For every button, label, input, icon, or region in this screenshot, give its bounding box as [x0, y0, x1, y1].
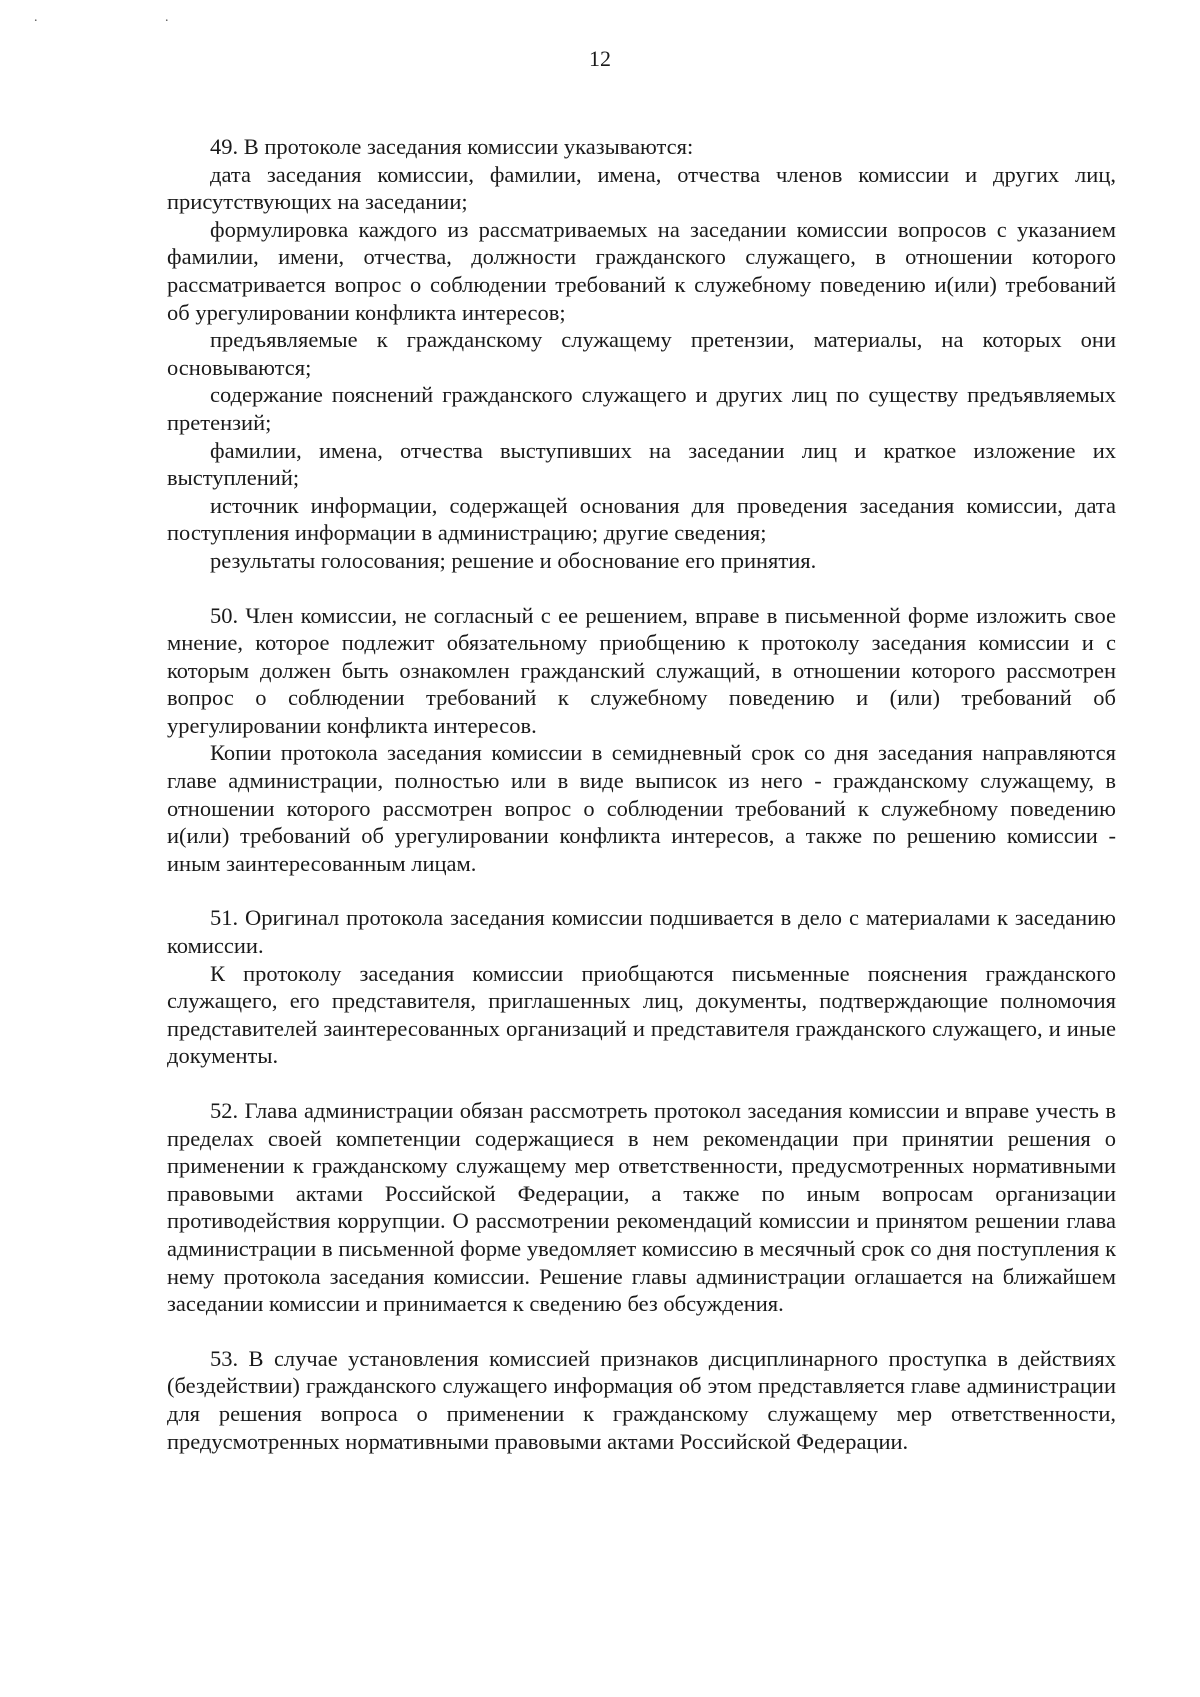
paragraph: 50. Член комиссии, не согласный с ее решением, вправе в письменной форме изложить свое мнение, которое подлежит обязательному приобщению к протоколу заседания комиссии и с которым должен быть ознакомлен гражданский служащий, в отношении которого рассмотрен вопрос о соблюдении требований к служебному поведению и (или) требований об урегулировании конфликта интересов. — [167, 602, 1116, 738]
paragraph: фамилии, имена, отчества выступивших на заседании лиц и краткое изложение их выступлений; — [167, 437, 1116, 491]
paragraph: содержание пояснений гражданского служащего и других лиц по существу предъявляемых претензий; — [167, 382, 1116, 435]
paragraph: 51. Оригинал протокола заседания комиссии подшивается в дело с материалами к заседанию комиссии. — [167, 905, 1116, 959]
section-49 — [167, 133, 1116, 575]
scan-marks: . . — [34, 10, 231, 25]
paragraph: 52. Глава администрации обязан рассмотреть протокол заседания комиссии и вправе учесть в пределах своей компетенции содержащиеся в нем рекомендации при принятии решения о применении к гражданскому служащему мер ответственности, предусмотренных нормативными правовыми актами Российской Федерации, а также по иным вопросам организации противодействия коррупции. О рассмотрении рекомендаций комиссии и принятом решении глава администрации в письменной форме уведомляет комиссию в месячный срок со дня поступления к нему протокола заседания комиссии. Решение главы администрации оглашается на ближайшем заседании комиссии и принимается к сведению без обсуждения. — [167, 1098, 1116, 1317]
document-body — [167, 133, 1116, 1455]
paragraph: К протоколу заседания комиссии приобщаются письменные пояснения гражданского служащего, его представителя, приглашенных лиц, документы, подтверждающие полномочия представителей заинтересованных организаций и представителя гражданского служащего, и иные документы. — [167, 960, 1116, 1069]
section-53 — [167, 1345, 1116, 1455]
section-50 — [167, 602, 1116, 878]
paragraph: результаты голосования; решение и обоснование его принятия. — [210, 547, 817, 573]
paragraph: предъявляемые к гражданскому служащему претензии, материалы, на которых они основываются; — [167, 327, 1116, 380]
section-51 — [167, 904, 1116, 1070]
paragraph: источник информации, содержащей основания для проведения заседания комиссии, дата поступления информации в администрацию; другие сведения; — [167, 492, 1116, 546]
paragraph: 49. В протоколе заседания комиссии указываются: — [210, 134, 694, 159]
paragraph: 53. В случае установления комиссией признаков дисциплинарного проступка в действиях (бездействии) гражданского служащего информация об этом представляется главе администрации для решения вопроса о применении к гражданскому служащему мер ответственности, предусмотренных нормативными правовыми актами Российской Федерации. — [167, 1345, 1116, 1454]
paragraph: дата заседания комиссии, фамилии, имена, отчества членов комиссии и других лиц, присутствующих на заседании; — [167, 161, 1116, 215]
page-number: 12 — [589, 46, 611, 71]
paragraph: формулировка каждого из рассматриваемых на заседании комиссии вопросов с указанием фамилии, имени, отчества, должности гражданского служащего, в отношении которого рассматривается вопрос о соблюдении требований к служебному поведению и(или) требований об урегулировании конфликта интересов; — [167, 216, 1116, 325]
paragraph: Копии протокола заседания комиссии в семидневный срок со дня заседания направляются главе администрации, полностью или в виде выписок из него - гражданскому служащему, в отношении которого рассмотрен вопрос о соблюдении требований к служебному поведению и(или) требований об урегулировании конфликта интересов, а также по решению комиссии - иным заинтересованным лицам. — [167, 740, 1116, 876]
section-52 — [167, 1097, 1116, 1318]
